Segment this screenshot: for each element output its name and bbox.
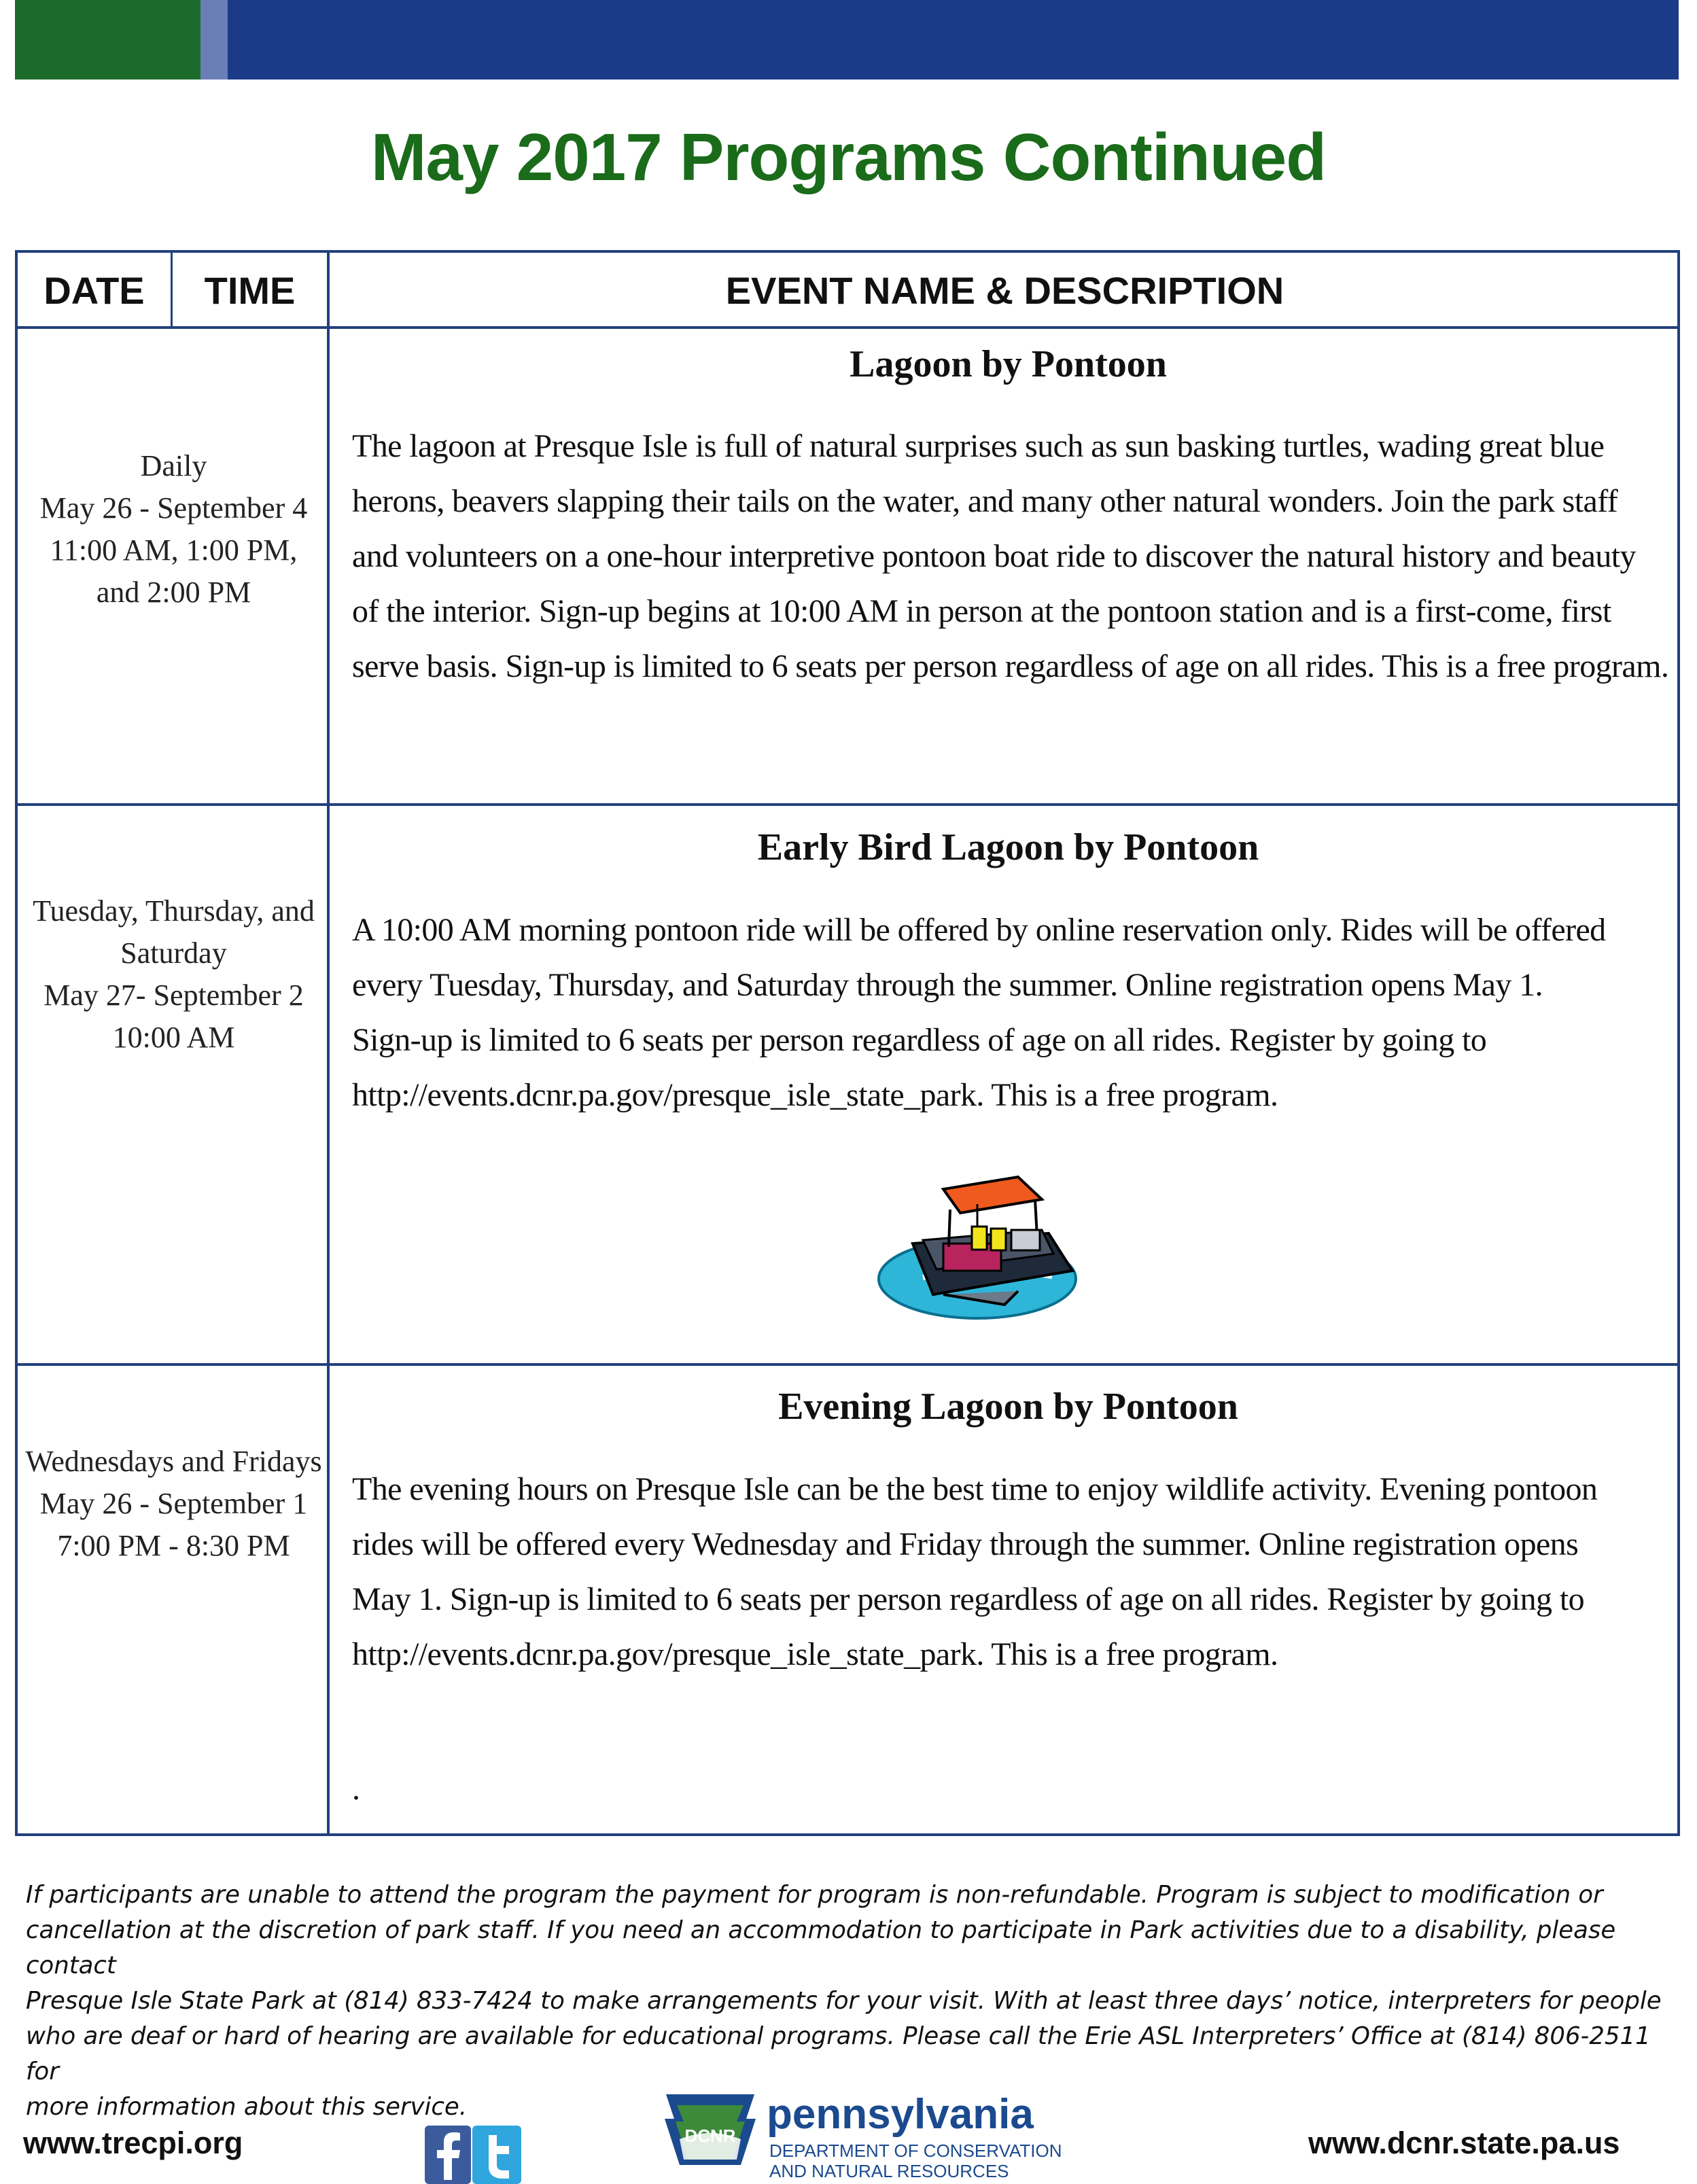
- logo-dept-line-2: AND NATURAL RESOURCES: [769, 2161, 1009, 2181]
- row-1-desc-line: of the interior. Sign-up begins at 10:00 AM in person at the pontoon station and is a first-come, first: [352, 593, 1611, 629]
- row-1-desc-line: The lagoon at Presque Isle is full of natural surprises such as sun basking turtles, wading great blue: [352, 428, 1605, 464]
- row-divider-2: [18, 1363, 1680, 1366]
- page-title: May 2017 Programs Continued: [370, 120, 1327, 194]
- row-1-event-description: [352, 419, 1677, 694]
- row-1-date-line: Daily: [140, 449, 207, 482]
- row-1-event-title: Lagoon by Pontoon: [850, 343, 1167, 385]
- header-row-divider: [18, 326, 1680, 329]
- row-2-date-cell: [20, 890, 327, 1059]
- row-3-date-line: 7:00 PM - 8:30 PM: [57, 1529, 290, 1562]
- row-1-desc-line: and volunteers on a one-hour interpretive pontoon boat ride to discover the natural history and beauty: [352, 538, 1636, 574]
- row-1-date-cell: [20, 445, 327, 614]
- row-3-desc-line: The evening hours on Presque Isle can be the best time to enjoy wildlife activity. Evening pontoon: [352, 1471, 1598, 1507]
- row-1-desc-line: serve basis. Sign-up is limited to 6 seats per person regardless of age on all rides. This is a free program.: [352, 648, 1669, 684]
- row-3-event-description: [352, 1462, 1677, 1682]
- row-2-event-title: Early Bird Lagoon by Pontoon: [757, 826, 1259, 868]
- row-1-date-line: 11:00 AM, 1:00 PM,: [50, 533, 298, 567]
- dcnr-website-link[interactable]: www.dcnr.state.pa.us: [1308, 2126, 1620, 2160]
- twitter-icon[interactable]: [472, 2126, 521, 2184]
- pontoon-boat-illustration: [875, 1162, 1100, 1325]
- disclaimer-line: more information about this service.: [26, 2093, 468, 2121]
- disclaimer-note: [26, 1878, 1670, 2125]
- dcnr-badge-text: DCNR: [684, 2126, 736, 2146]
- disclaimer-line: cancellation at the discretion of park staff. If you need an accommodation to participate in Park activities due to a disability, please contact: [26, 1916, 1616, 1979]
- row-3-desc-line: http://events.dcnr.pa.gov/presque_isle_state_park. This is a free program.: [352, 1636, 1278, 1672]
- column-header-time: TIME: [204, 269, 296, 312]
- column-header-event: EVENT NAME & DESCRIPTION: [725, 269, 1284, 312]
- row-2-desc-line: http://events.dcnr.pa.gov/presque_isle_state_park. This is a free program.: [352, 1077, 1278, 1113]
- row-2-event-description: [352, 902, 1677, 1123]
- column-header-date: DATE: [43, 269, 145, 312]
- row-2-date-line: 10:00 AM: [112, 1021, 235, 1054]
- disclaimer-line: Presque Isle State Park at (814) 833-7424 to make arrangements for your visit. With at least three days’ notice, interpreters for people: [26, 1987, 1662, 2015]
- row-2-date-line: Tuesday, Thursday, and: [33, 894, 315, 928]
- row-3-event-title: Evening Lagoon by Pontoon: [778, 1386, 1238, 1428]
- row-1-date-line: and 2:00 PM: [96, 576, 251, 609]
- banner-stripe: [200, 0, 228, 80]
- row-3-date-line: Wednesdays and Fridays: [25, 1445, 322, 1478]
- banner-green-block: [15, 0, 200, 80]
- row-1-date-line: May 26 - September 4: [39, 491, 308, 525]
- row-3-desc-line: rides will be offered every Wednesday and Friday through the summer. Online registration opens: [352, 1526, 1579, 1562]
- logo-name: pennsylvania: [767, 2091, 1034, 2138]
- logo-dept-line-1: DEPARTMENT OF CONSERVATION: [769, 2141, 1062, 2161]
- row-2-date-line: May 27- September 2: [43, 979, 304, 1012]
- top-banner: [15, 0, 1679, 80]
- row-2-desc-line: A 10:00 AM morning pontoon ride will be offered by online reservation only. Rides will be offered: [352, 912, 1606, 948]
- row-1-desc-line: herons, beavers slapping their tails on the water, and many other natural wonders. Join the park staff: [352, 483, 1618, 519]
- row-3-date-cell: [20, 1441, 327, 1567]
- disclaimer-line: If participants are unable to attend the program the payment for program is non-refundable. Program is subject to modification or: [26, 1881, 1603, 1909]
- row-3-trailing-mark: .: [352, 1771, 360, 1807]
- trecpi-website-link[interactable]: www.trecpi.org: [23, 2126, 243, 2160]
- keystone-badge-icon: [659, 2092, 761, 2168]
- facebook-icon[interactable]: [425, 2126, 471, 2184]
- row-divider-1: [18, 803, 1680, 806]
- row-2-desc-line: Sign-up is limited to 6 seats per person regardless of age on all rides. Register by going to: [352, 1022, 1487, 1058]
- row-3-date-line: May 26 - September 1: [39, 1487, 308, 1520]
- row-2-date-line: Saturday: [120, 936, 227, 970]
- col-divider-event: [327, 253, 330, 1836]
- row-3-desc-line: May 1. Sign-up is limited to 6 seats per person regardless of age on all rides. Register by going to: [352, 1581, 1584, 1617]
- disclaimer-line: who are deaf or hard of hearing are available for educational programs. Please call the Erie ASL Interpreters’ Office at (814) 806-2511 for: [26, 2022, 1651, 2085]
- programs-table: [15, 250, 1680, 1836]
- row-2-desc-line: every Tuesday, Thursday, and Saturday through the summer. Online registration opens May 1.: [352, 967, 1543, 1003]
